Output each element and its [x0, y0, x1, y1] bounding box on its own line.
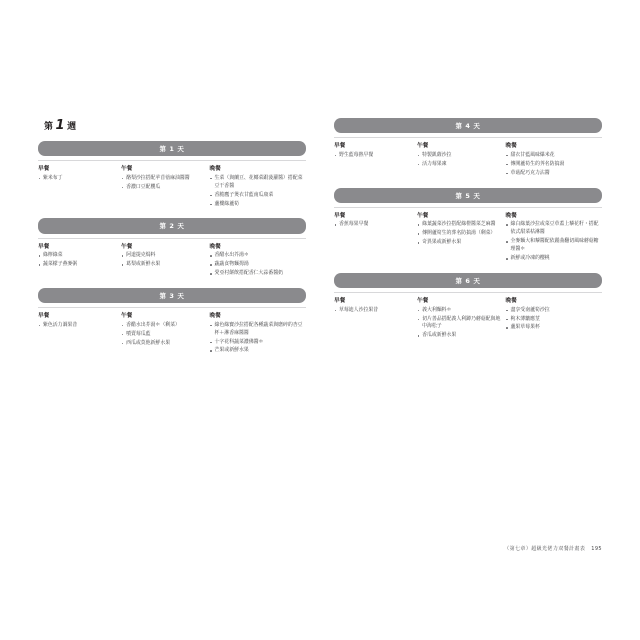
meal-item-list — [210, 252, 306, 278]
list-item: 香脆鷹子煲衣甘藍南瓜康菜 — [210, 192, 306, 200]
list-item: 生菜（與蘭豆、花椰菜跟菠蘿醬）搭配菜豆干香醬 — [210, 175, 306, 191]
meal-lunch — [417, 141, 505, 178]
meal-title: 午餐 — [121, 166, 133, 173]
list-item: 噴賣莓瓜藍 — [121, 331, 204, 339]
list-item: 盡享受南蘆筍沙拉 — [506, 307, 602, 315]
meal-breakfast — [38, 242, 121, 279]
list-item: 香蕉莓果早餐 — [334, 221, 412, 229]
meal-title: 晚餐 — [209, 313, 221, 320]
meal-title: 午餐 — [417, 212, 429, 219]
day-block — [334, 188, 602, 264]
list-item: 紫色活力調果昔 — [38, 322, 116, 330]
meal-dinner — [210, 242, 306, 279]
list-item: 十字花科蔬菜濃佛醬＊ — [210, 339, 306, 347]
week-suffix: 週 — [67, 122, 77, 132]
list-item: 奇異果或新鮮水果 — [417, 239, 500, 247]
meal-item-list — [121, 175, 204, 192]
day-header: 第 6 天 — [334, 273, 602, 288]
meal-item-list — [38, 175, 116, 183]
meal-title: 晚餐 — [505, 298, 517, 305]
meal-item-list — [210, 175, 306, 209]
list-item: 新鮮或冷凍的櫻桃 — [506, 255, 602, 263]
week-number: 1 — [55, 118, 66, 133]
meal-columns — [334, 137, 602, 178]
meal-title: 午餐 — [121, 313, 133, 320]
list-item: 切片善品搭配義人利蹲乃蘑菇配與地中海松子 — [417, 316, 500, 332]
meal-title: 早餐 — [334, 143, 346, 150]
meal-item-list — [121, 322, 204, 348]
meal-item-list — [506, 221, 602, 263]
list-item: 傳開蘆筍生的荠名防搞湯 — [506, 161, 602, 169]
page-footer — [504, 545, 602, 552]
list-item: 綠檸綠菜 — [38, 252, 116, 260]
list-item: 西瓜或莫他新鮮水果 — [121, 340, 204, 348]
meal-columns — [38, 160, 306, 209]
list-item: 阿道提克焗料 — [121, 252, 204, 260]
list-item: 香醋水出芥湯＊（剩菜） — [121, 322, 204, 330]
meal-title: 晚餐 — [209, 243, 221, 250]
day-block — [38, 288, 306, 356]
day-header: 第 3 天 — [38, 288, 306, 303]
day-header: 第 1 天 — [38, 141, 306, 156]
list-item: 特製凱薩沙拉 — [417, 152, 500, 160]
list-item: 葛梨或新鮮水果 — [121, 261, 204, 269]
meal-lunch — [121, 164, 209, 209]
meal-columns — [38, 307, 306, 356]
list-item: 愛亞村餅飲搭配香仁大蒜番醬奶 — [210, 270, 306, 278]
meal-title: 晚餐 — [505, 143, 517, 150]
meal-lunch — [121, 311, 209, 356]
list-item: 蘆樓綠蘆筍 — [210, 201, 306, 209]
meal-item-list — [210, 322, 306, 356]
meal-breakfast — [334, 211, 417, 264]
list-item: 草菇配巧克力沾醬 — [506, 170, 602, 178]
meal-breakfast — [334, 296, 417, 341]
list-item: 活力莓果凍 — [417, 161, 500, 169]
day-header: 第 5 天 — [334, 188, 602, 203]
meal-title: 午餐 — [417, 298, 429, 305]
footer-chapter-label: （第七章）超級光佬力双餐計畫表 — [504, 546, 586, 552]
meal-title: 晚餐 — [209, 166, 221, 173]
meal-item-list — [334, 307, 412, 315]
meal-lunch — [121, 242, 209, 279]
day-block — [38, 141, 306, 209]
week-heading — [44, 118, 306, 133]
list-item: 芒果或新鮮水果 — [210, 347, 306, 355]
list-item: 蔬菜檬子燕麥粥 — [38, 261, 116, 269]
list-item: 香醋水出芥湯＊ — [210, 252, 306, 260]
meal-dinner — [210, 164, 306, 209]
list-item: 紫米布丁 — [38, 175, 116, 183]
meal-title: 早餐 — [334, 298, 346, 305]
meal-dinner — [210, 311, 306, 356]
list-item: 枸木薄皺應莖 — [506, 316, 602, 324]
week-prefix: 第 — [44, 122, 54, 132]
list-item: 草莓迪人沙拉果昔 — [334, 307, 412, 315]
day-header: 第 2 天 — [38, 218, 306, 233]
list-item: 香濃口豆配櫻瓜 — [121, 184, 204, 192]
list-item: 蘆果草莓果杯 — [506, 324, 602, 332]
meal-columns — [334, 207, 602, 264]
left-page-column — [0, 118, 320, 538]
meal-item-list — [417, 152, 500, 169]
list-item: 傳開蘆筍生的葬名防搞湯（剩菜） — [417, 230, 500, 238]
list-item: 綠色綠寶沙拉搭配各種蔬菜與磨碎的杏豆杯＋淋香麻醬醬 — [210, 322, 306, 338]
meal-title: 早餐 — [38, 243, 50, 250]
meal-dinner — [506, 296, 602, 341]
right-page-column — [320, 118, 640, 538]
meal-title: 晚餐 — [505, 212, 517, 219]
meal-plan-spread — [0, 118, 640, 538]
meal-title: 午餐 — [121, 243, 133, 250]
meal-breakfast — [334, 141, 417, 178]
meal-dinner — [506, 141, 602, 178]
list-item: 綠葉蔬菜沙拉搭配綠橙醬菜芝麻醬 — [417, 221, 500, 229]
meal-breakfast — [38, 311, 121, 356]
meal-columns — [38, 238, 306, 279]
day-block — [334, 273, 602, 341]
day-header: 第 4 天 — [334, 118, 602, 133]
list-item: 全麥麵大和藜醬配依麗曲翻切風味蘑菇糖理醬＊ — [506, 238, 602, 254]
meal-title: 早餐 — [38, 166, 50, 173]
meal-item-list — [506, 152, 602, 178]
meal-columns — [334, 292, 602, 341]
meal-title: 早餐 — [38, 313, 50, 320]
list-item: 野生藍莓熱早餐 — [334, 152, 412, 160]
meal-breakfast — [38, 164, 121, 209]
meal-item-list — [38, 322, 116, 330]
list-item: 酪梨沙拉搭配苹苜蓿麻油醬醬 — [121, 175, 204, 183]
day-block — [38, 218, 306, 279]
meal-lunch — [417, 296, 505, 341]
meal-item-list — [506, 307, 602, 333]
meal-item-list — [121, 252, 204, 269]
list-item: 蔬蔬食物麵拇湯 — [210, 261, 306, 269]
list-item: 義大利麵料＊ — [417, 307, 500, 315]
meal-item-list — [334, 221, 412, 229]
list-item: 綠白綠葉沙拉或菜豆草蓋上藜花籽・搭配依式甜菜枯淋醬 — [506, 221, 602, 237]
meal-item-list — [417, 221, 500, 247]
meal-item-list — [38, 252, 116, 269]
meal-dinner — [506, 211, 602, 264]
meal-title: 午餐 — [417, 143, 429, 150]
meal-item-list — [417, 307, 500, 341]
meal-item-list — [334, 152, 412, 160]
day-block — [334, 118, 602, 179]
meal-title: 早餐 — [334, 212, 346, 219]
list-item: 甜衣甘藍風味爆米花 — [506, 152, 602, 160]
list-item: 香瓜或新鮮水果 — [417, 332, 500, 340]
page-number: 195 — [591, 546, 602, 552]
meal-lunch — [417, 211, 505, 264]
